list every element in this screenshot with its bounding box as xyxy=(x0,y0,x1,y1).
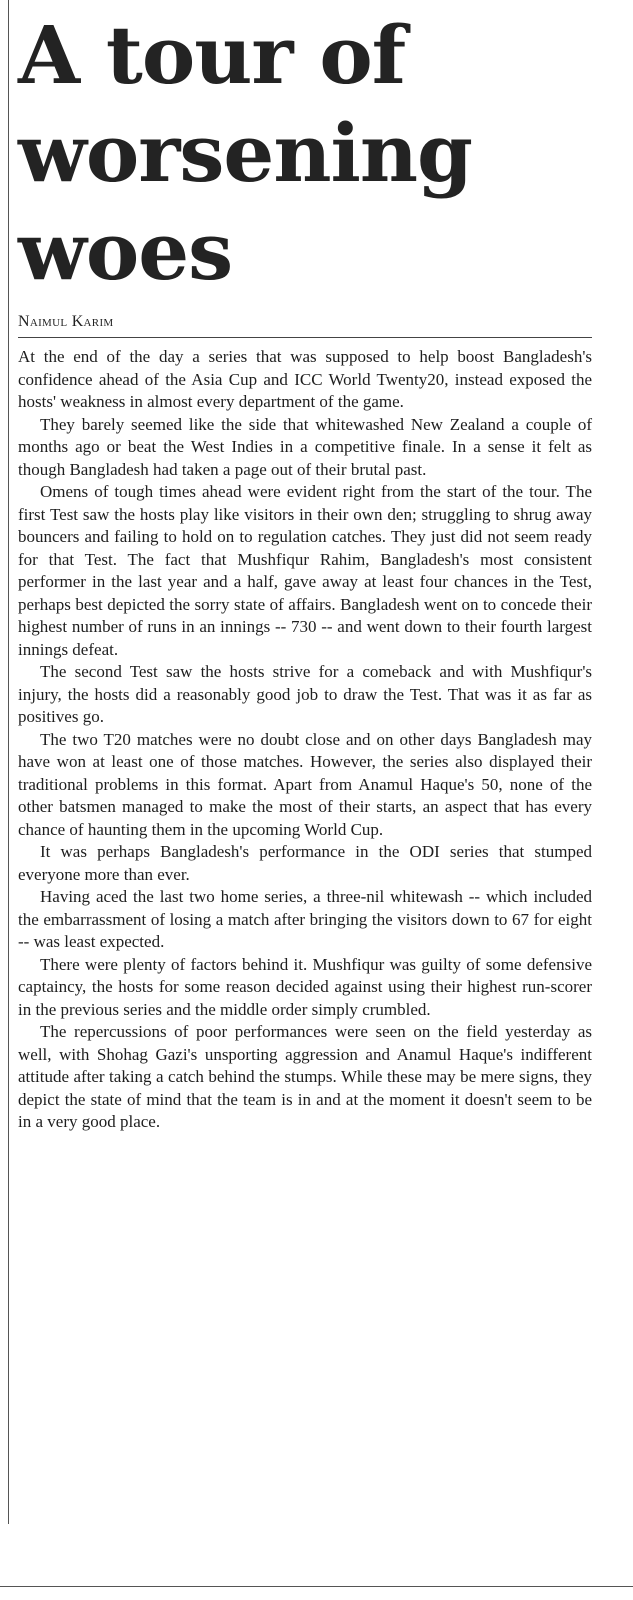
headline-line-3: woes xyxy=(18,204,233,298)
paragraph-1: At the end of the day a series that was supposed to help boost Bangladesh's confidence ahead of the Asia Cup and ICC World Twenty20, instead exposed the hosts' weakness in almost every department of the game. xyxy=(18,347,592,411)
paragraph-9: The repercussions of poor performances were seen on the field yesterday as well, with Shohag Gazi's unsporting aggression and Anamul Haque's indifferent attitude after taking a catch behind the stumps. While these may be mere signs, they depict the state of mind that the team is in and at the moment it doesn't seem to be in a very good place. xyxy=(18,1022,592,1131)
headline-line-2: worsening xyxy=(18,106,472,200)
paragraph-3: Omens of tough times ahead were evident right from the start of the tour. The first Test saw the hosts play like visitors in their own den; struggling to shrug away bouncers and failing to hold on to regulation catches. They just did not seem ready for that Test. The fact that Mushfiqur Rahim, Bangladesh's most consistent performer in the last year and a half, gave away at least four chances in the Test, perhaps best depicted the sorry state of affairs. Bangladesh went on to concede their highest number of runs in an innings -- 730 -- and went down to their fourth largest innings defeat. xyxy=(18,482,592,659)
headline-line-1: A tour of xyxy=(18,8,406,102)
bottom-divider xyxy=(0,1586,633,1587)
byline: Naimul Karim xyxy=(18,313,114,330)
paragraph-7: Having aced the last two home series, a three-nil whitewash -- which included the embarrassment of losing a match after bringing the visitors down to 67 for eight -- was least expected. xyxy=(18,887,592,951)
byline-divider xyxy=(18,337,592,338)
column-rule-left xyxy=(8,0,9,1524)
paragraph-2: They barely seemed like the side that whitewashed New Zealand a couple of months ago or beat the West Indies in a competitive finale. In a sense it felt as though Bangladesh had taken a page out of their brutal past. xyxy=(18,414,592,479)
article xyxy=(18,0,592,1134)
article-body xyxy=(18,346,592,1134)
paragraph-5: The two T20 matches were no doubt close and on other days Bangladesh may have won at least one of those matches. However, the series also displayed their traditional problems in this format. Apart from Anamul Haque's 50, none of the other batsmen managed to make the most of their starts, an aspect that has every chance of haunting them in the upcoming World Cup. xyxy=(18,729,592,839)
headline xyxy=(18,0,592,300)
paragraph-6: It was perhaps Bangladesh's performance in the ODI series that stumped everyone more than ever. xyxy=(18,842,592,884)
paragraph-4: The second Test saw the hosts strive for a comeback and with Mushfiqur's injury, the hosts did a reasonably good job to draw the Test. That was it as far as positives go. xyxy=(18,662,592,726)
paragraph-8: There were plenty of factors behind it. Mushfiqur was guilty of some defensive captaincy, the hosts for some reason decided against using their highest run-scorer in the previous series and the middle order simply crumbled. xyxy=(18,954,592,1019)
